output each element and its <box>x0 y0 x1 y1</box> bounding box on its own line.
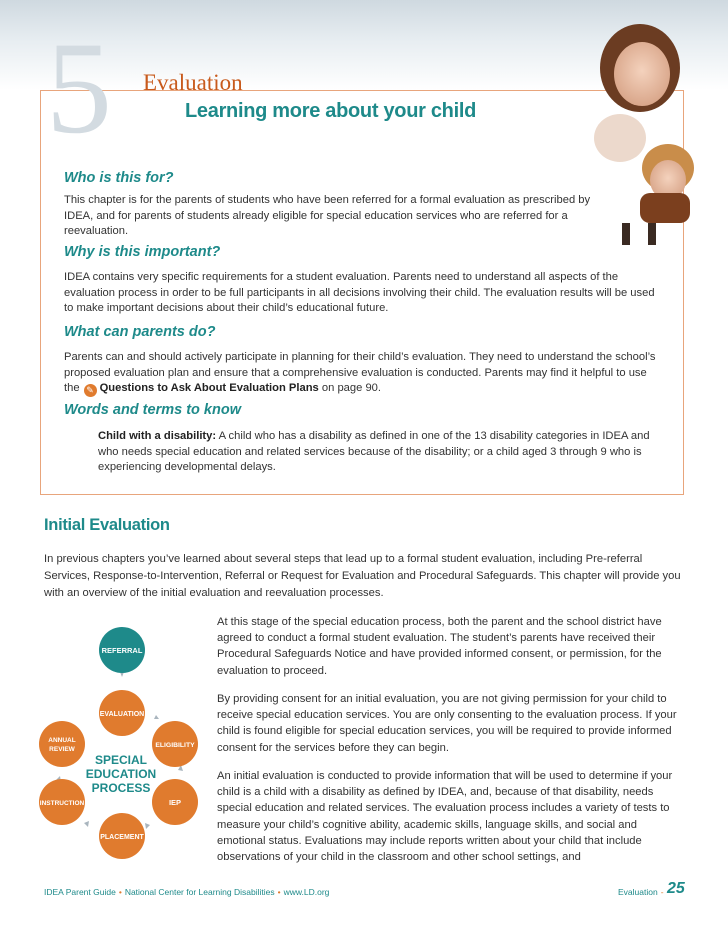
footer-section: Evaluation - <box>618 887 664 897</box>
footer-section-name: Evaluation <box>618 887 658 897</box>
section-intro: In previous chapters you’ve learned about several steps that lead up to a formal student evaluation, including Pre-referral Services, Response-to-Intervention, Referral or Request for Evaluation and Procedural Safeguards. This chapter will provide you with an overview of the initial evaluation and reevaluation processes. <box>44 553 681 599</box>
placement-label: PLACEMENT <box>100 834 144 841</box>
chapter-number: 5 <box>46 14 112 161</box>
eligibility-label: ELIGIBILITY <box>155 742 195 749</box>
footer-org: National Center for Learning Disabilities <box>124 887 275 897</box>
section-title: Initial Evaluation <box>44 516 170 534</box>
chapter-subtitle: Learning more about your child <box>185 100 477 122</box>
footer-guide: IDEA Parent Guide <box>44 887 116 897</box>
instruction-label: INSTRUCTION <box>39 800 85 807</box>
paragraph-consent: By providing consent for an initial evaluation, you are not giving permission for your child to receive special education services. You are only consenting to the evaluation process. If your child is found eligible for special education services, you will be required to provide informed consent for the services before they can begin. <box>217 693 677 754</box>
paragraph-initial: An initial evaluation is conducted to provide information that will be used to determine if your child is a child with a disability as defined by IDEA, and, because of that disability, needs special education and related services. The evaluation process includes a variety of tests to measure your child’s cognitive ability, academic skills, language skills, and social and emotional status. Evaluations may include reports written about your child that include observations of your child in the classroom and other school settings, and <box>217 770 673 864</box>
term-name: Child with a disability: <box>98 430 217 442</box>
paragraph-stage: At this stage of the special education process, both the parent and the school district have agreed to conduct a formal student evaluation. The student’s parents have received their Procedural Safeguards Notice and have provided informed consent, or permission, for the evaluation to proceed. <box>217 616 662 677</box>
question-why: Why is this important? <box>64 244 221 260</box>
special-education-process-diagram <box>38 620 213 870</box>
chapter-title: Evaluation <box>143 70 243 95</box>
answer-what <box>64 350 664 397</box>
diagram-center-line2: EDUCATION <box>85 767 157 781</box>
question-what: What can parents do? <box>64 324 216 340</box>
answer-who: This chapter is for the parents of students who have been referred for a formal evaluation as prescribed by IDEA, and for parents of students already eligible for special education services who are referred for a reevaluation. <box>64 194 591 238</box>
annual-review-node <box>39 721 85 767</box>
answer-what-end: on page 90. <box>321 382 382 395</box>
referral-label: REFERRAL <box>101 646 143 655</box>
iep-label: IEP <box>168 798 182 807</box>
answer-what-text: Parents can and should actively participate in planning for their child’s evaluation. They need to understand the school’s proposed evaluation plan and ensure that a comprehensive evaluation is conducted. Parents may find it helpful to use the <box>64 351 656 395</box>
question-terms: Words and terms to know <box>64 402 241 418</box>
page-number: 25 <box>667 880 685 897</box>
footer-url[interactable]: www.LD.org <box>283 887 330 897</box>
diagram-center-line1: SPECIAL <box>94 753 148 767</box>
worksheet-icon: ✎ <box>84 384 97 397</box>
term-text: A child who has a disability as defined in one of the 13 disability categories in IDEA and who needs special education and related services because of the disability; or a child aged 3 through 9 who is experiencing developmental delays. <box>98 430 650 474</box>
answer-why: IDEA contains very specific requirements for a student evaluation. Parents need to understand all aspects of the evaluation process in order to be full participants in all decisions involving their child. The evaluation results will be used to make important decisions about their child’s educational future. <box>64 271 655 315</box>
annual-review-label-2: REVIEW <box>49 746 75 753</box>
mother-child-photo <box>590 18 700 248</box>
footer-left: IDEA Parent Guide • National Center for Learning Disabilities • www.LD.org <box>44 887 330 897</box>
question-who: Who is this for? <box>64 170 174 186</box>
diagram-center-line3: PROCESS <box>91 781 151 795</box>
evaluation-plans-link[interactable]: Questions to Ask About Evaluation Plans <box>99 382 319 395</box>
term-definition <box>98 429 668 476</box>
annual-review-label-1: ANNUAL <box>48 737 76 744</box>
evaluation-label: EVALUATION <box>99 711 145 718</box>
